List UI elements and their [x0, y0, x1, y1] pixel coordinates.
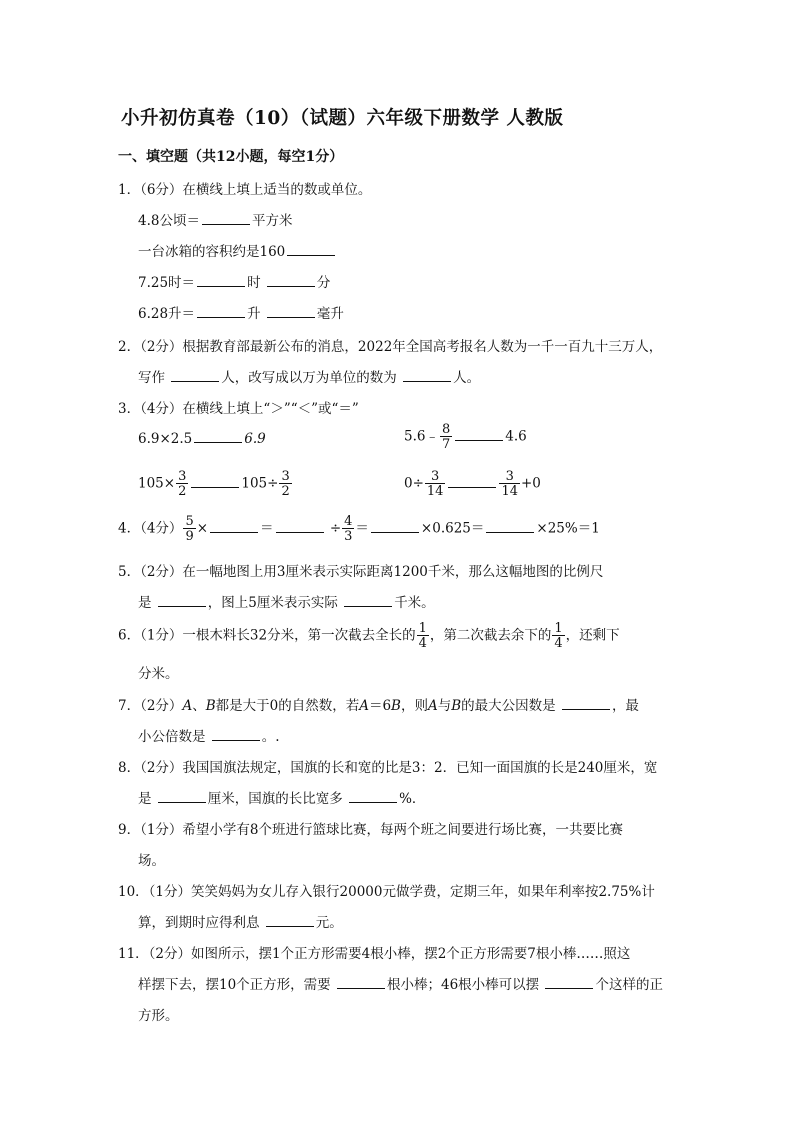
question-1-line-1	[138, 209, 292, 229]
question-1-line-3	[138, 271, 330, 291]
text: ，最	[611, 698, 639, 714]
text: 千米。	[394, 595, 435, 611]
question-3-item-d	[404, 470, 541, 498]
text: ＝	[260, 520, 274, 537]
question-8-text: 8．（2分）我国国旗法规定，国旗的长和宽的比是3：2．已知一面国旗的长是240厘米，宽	[118, 760, 658, 776]
text: ，还剩下	[565, 627, 620, 644]
text: 6.28升＝	[138, 306, 196, 322]
answer-blank[interactable]	[448, 475, 496, 488]
text: 时	[247, 275, 261, 291]
text: 是	[138, 595, 152, 611]
text: ÷	[329, 520, 342, 537]
answer-blank[interactable]	[202, 212, 250, 225]
variable: B	[391, 698, 401, 714]
text: 都是大于0的自然数，若	[215, 698, 360, 714]
text: +0	[521, 475, 541, 492]
text: 与	[437, 698, 452, 714]
question-10-line-2	[138, 911, 343, 931]
text: 7．（2分）	[118, 698, 183, 714]
text: 的最大公因数是	[461, 698, 556, 714]
answer-blank[interactable]	[267, 274, 315, 287]
answer-blank[interactable]	[171, 369, 219, 382]
variable: B	[451, 698, 462, 714]
text: 算，到期时应得利息	[138, 915, 260, 931]
question-1-line-2	[138, 240, 337, 260]
text: 4．（4分）	[118, 520, 183, 537]
question-11-line-3: 方形。	[138, 1008, 179, 1024]
question-7-text	[118, 694, 639, 714]
text: 6．（1分）一根木料长32分米，第一次截去全长的	[118, 627, 416, 644]
question-2-text: 2．（2分）根据教育部最新公布的消息，2022年全国高考报名人数为一千一百九十三万人，	[118, 339, 663, 355]
answer-blank[interactable]	[403, 369, 451, 382]
text: ×25%＝1	[536, 520, 600, 537]
question-11-line-2	[138, 973, 663, 993]
question-6-line-2: 分米。	[138, 666, 179, 682]
answer-blank[interactable]	[276, 520, 324, 533]
text: 、	[192, 698, 206, 714]
fraction: $\frac{8}{7}$	[441, 422, 451, 452]
text: 升	[247, 306, 261, 322]
text: ×	[196, 520, 209, 537]
text: ×0.625＝	[420, 520, 485, 537]
text: 厘米，国旗的长比宽多	[207, 791, 343, 807]
question-4-text	[118, 515, 600, 543]
text: ＝6	[368, 698, 392, 714]
section-heading: 一、填空题（共12小题，每空1分）	[118, 149, 344, 165]
fraction: $\frac{5}{9}$	[185, 514, 194, 544]
question-1-text: 1．（6分）在横线上填上适当的数或单位。	[118, 182, 372, 198]
fraction: $\frac{4}{3}$	[344, 514, 353, 544]
text: 4.8公顷＝	[138, 213, 200, 229]
answer-blank[interactable]	[191, 475, 239, 488]
answer-blank[interactable]	[194, 430, 242, 443]
text: ，图上5厘米表示实际	[207, 595, 338, 611]
text: 6.9×2.5	[138, 431, 193, 447]
question-8-line-2	[138, 787, 425, 807]
text: ，则	[400, 698, 428, 714]
question-3-text: 3．（4分）在横线上填上“＞”“＜”或“＝”	[118, 401, 359, 417]
question-3-item-b	[404, 423, 527, 451]
answer-blank[interactable]	[210, 520, 258, 533]
fraction: $\frac{3}{2}$	[281, 469, 290, 499]
answer-blank[interactable]	[266, 914, 314, 927]
text: 毫升	[316, 306, 344, 322]
text: 一台冰箱的容积约是160	[138, 244, 286, 260]
text: 根小棒；46根小棒可以摆	[386, 977, 540, 993]
answer-blank[interactable]	[562, 697, 610, 710]
fraction: $\frac{3}{2}$	[178, 469, 187, 499]
answer-blank[interactable]	[212, 728, 260, 741]
text: 105÷	[241, 475, 279, 492]
text: 个这样的正	[595, 977, 663, 993]
question-11-text: 11．（2分）如图所示，摆1个正方形需要4根小棒，摆2个正方形需要7根小棒……照这	[118, 946, 631, 962]
question-9-line-2: 场。	[138, 853, 165, 869]
text: 6.9	[244, 431, 266, 447]
text: 写作	[138, 370, 165, 386]
text: 4.6	[505, 428, 527, 445]
fraction: $\frac{3}{14}$	[501, 469, 518, 499]
answer-blank[interactable]	[486, 520, 534, 533]
variable: A	[182, 698, 193, 714]
question-3-item-c	[138, 470, 293, 498]
question-3-item-a	[138, 430, 266, 447]
text: 样摆下去，摆10个正方形，需要	[138, 977, 331, 993]
variable: A	[427, 698, 438, 714]
answer-blank[interactable]	[197, 305, 245, 318]
text: 是	[138, 791, 152, 807]
answer-blank[interactable]	[267, 305, 315, 318]
answer-blank[interactable]	[545, 976, 593, 989]
answer-blank[interactable]	[158, 594, 206, 607]
answer-blank[interactable]	[287, 243, 335, 256]
text: 5.6﹣	[404, 428, 439, 445]
text: 人，改写成以万为单位的数为	[221, 370, 397, 386]
text: 分	[316, 275, 331, 291]
answer-blank[interactable]	[455, 428, 503, 441]
text: 元。	[315, 915, 343, 931]
question-5-line-2	[138, 591, 435, 611]
question-6-text	[118, 622, 620, 650]
answer-blank[interactable]	[349, 790, 397, 803]
fraction: $\frac{1}{4}$	[554, 621, 563, 651]
text: ＝	[355, 520, 369, 537]
fraction: $\frac{3}{14}$	[426, 469, 444, 499]
page-title: 小升初仿真卷（10）（试题）六年级下册数学 人教版	[121, 108, 564, 129]
text: 105×	[138, 475, 176, 492]
answer-blank[interactable]	[197, 274, 245, 287]
text: 小公倍数是	[138, 729, 206, 745]
variable: B	[205, 698, 216, 714]
answer-blank[interactable]	[337, 976, 385, 989]
fraction: $\frac{1}{4}$	[418, 621, 427, 651]
question-10-text: 10．（1分）笑笑妈妈为女儿存入银行20000元做学费，定期三年，如果年利率按2.75%计	[118, 884, 655, 900]
text: 0÷	[404, 475, 424, 492]
answer-blank[interactable]	[371, 520, 419, 533]
text: 。.	[261, 729, 280, 745]
variable: A	[359, 698, 369, 714]
answer-blank[interactable]	[158, 790, 206, 803]
text: ，第二次截去余下的	[429, 627, 552, 644]
question-9-text: 9．（1分）希望小学有8个班进行篮球比赛，每两个班之间要进行场比赛，一共要比赛	[118, 822, 624, 838]
text: 人。	[453, 370, 481, 386]
answer-blank[interactable]	[344, 594, 392, 607]
text: %．	[399, 791, 426, 807]
text: 平方米	[251, 213, 293, 229]
question-7-line-2	[138, 725, 280, 745]
question-2-line-2	[138, 366, 480, 386]
question-1-line-4	[138, 302, 344, 322]
question-5-text: 5．（2分）在一幅地图上用3厘米表示实际距离1200千米，那么这幅地图的比例尺	[118, 564, 604, 580]
text: 7.25时＝	[138, 275, 196, 291]
